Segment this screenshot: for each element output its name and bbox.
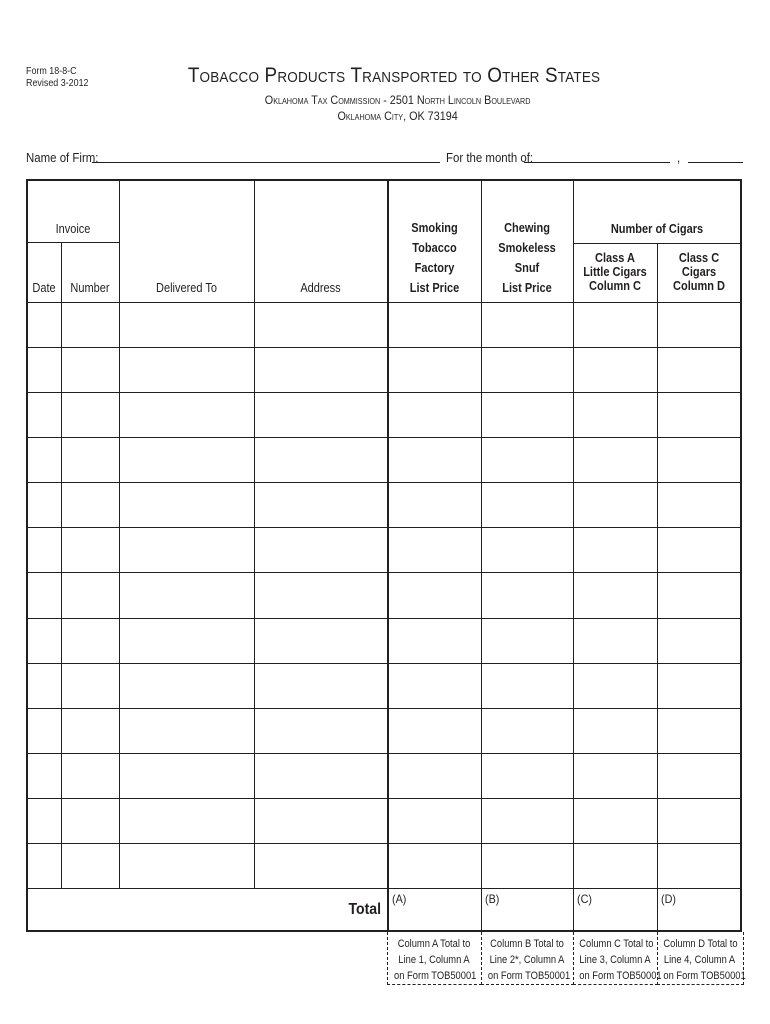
note-column-d: Column D Total to Line 4, Column A on Form TOB50001	[663, 938, 746, 982]
note-column-b: Column B Total to Line 2*, Column A on Form TOB50001	[487, 938, 571, 982]
smoking-tobacco-header: Smoking Tobacco Factory List Price	[409, 221, 460, 295]
table-row-line	[27, 437, 741, 438]
month-label: For the month of:	[446, 150, 534, 165]
revision-date: Revised 3-2012	[26, 77, 89, 89]
cigars-underline	[573, 243, 741, 244]
table-row-line	[27, 527, 741, 528]
note-column-a: Column A Total to Line 1, Column A on Form TOB50001	[394, 938, 477, 982]
col-divider	[573, 180, 574, 931]
col-divider	[481, 180, 482, 931]
table-row-line	[27, 843, 741, 844]
col-divider	[61, 242, 62, 888]
form-title: Tobacco Products Transported to Other States	[187, 64, 601, 87]
total-d-ref: (D)	[661, 892, 677, 906]
year-separator: ,	[677, 150, 681, 165]
col-divider	[254, 180, 255, 888]
table-row-line	[27, 618, 741, 619]
col-divider	[119, 180, 120, 888]
total-b-ref: (B)	[485, 892, 500, 906]
invoice-underline	[27, 242, 119, 243]
total-top-line	[27, 888, 741, 889]
header-bottom-line	[27, 302, 741, 303]
year-field[interactable]	[688, 162, 743, 163]
invoice-header: Invoice	[55, 222, 91, 236]
table-row-line	[27, 663, 741, 664]
total-a-ref: (A)	[392, 892, 407, 906]
chewing-tobacco-header: Chewing Smokeless Snuf List Price	[498, 221, 556, 295]
number-of-cigars-header: Number of Cigars	[610, 222, 704, 236]
table-row-line	[27, 798, 741, 799]
table-row-line	[27, 572, 741, 573]
firm-name-field[interactable]	[92, 162, 440, 163]
table-row-line	[27, 482, 741, 483]
form-number: Form 18-8-C	[26, 65, 77, 77]
address-header: Address	[300, 281, 341, 295]
date-header: Date	[32, 281, 56, 295]
table-row-line	[27, 753, 741, 754]
agency-address: Oklahoma Tax Commission - 2501 North Lincoln Boulevard	[264, 93, 531, 107]
class-a-header: Class A Little Cigars Column C	[583, 251, 647, 293]
firm-label: Name of Firm:	[26, 150, 99, 165]
agency-city: Oklahoma City, OK 73194	[337, 109, 458, 123]
month-field[interactable]	[524, 162, 670, 163]
delivered-to-header: Delivered To	[156, 281, 217, 295]
total-label: Total	[348, 901, 381, 918]
total-c-ref: (C)	[577, 892, 593, 906]
col-divider	[387, 180, 389, 931]
table-row-line	[27, 347, 741, 348]
class-c-header: Class C Cigars Column D	[673, 251, 725, 293]
table-row-line	[27, 708, 741, 709]
table-row-line	[27, 392, 741, 393]
number-header: Number	[70, 281, 110, 295]
note-column-c: Column C Total to Line 3, Column A on Form TOB50001	[579, 938, 662, 982]
